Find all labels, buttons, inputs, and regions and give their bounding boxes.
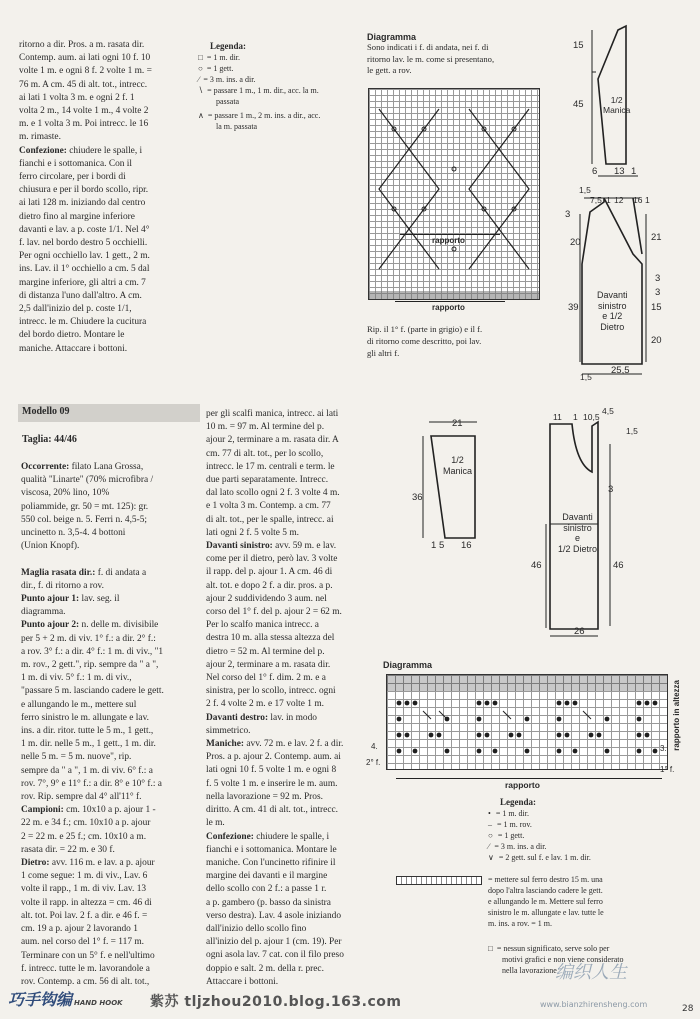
sleeve-schematic-2 [405, 418, 485, 548]
dim-label: 36 [412, 492, 423, 503]
dim-label: 12 [614, 195, 624, 205]
legend-item: = 3 m. ins. a dir. [203, 75, 256, 84]
body-label-2: Davanti sinistro e 1/2 Dietro [558, 512, 598, 554]
text-line: Dietro: avv. 116 m. e lav. a p. ajour [21, 858, 155, 869]
text-line: Confezione: chiudere le spalle, i [19, 145, 143, 156]
text-line: 22 m. e 34 f.; cm. 10x10 a p. ajour [21, 818, 151, 829]
text-line: e allungando le m., mettere sul [21, 699, 137, 710]
long-stitch-bar [396, 876, 482, 885]
dim-label: 46 [531, 560, 542, 571]
text-line: sinistra, per lo scollo, intrecc. ogni [206, 686, 336, 697]
text-line: "passare 5 m. lasciando cadere le gett. [21, 686, 164, 697]
text-line: rov. Rip. sempre dal 4° all'11° f. [21, 792, 142, 803]
rapporto-line-2 [395, 301, 505, 302]
text-line: ai lati 128 m. iniziando dal centro [19, 198, 146, 209]
dim-label: 5 [439, 540, 445, 551]
text-line: Punto ajour 2: n. delle m. divisibile [21, 620, 159, 631]
square-icon: □ [198, 53, 203, 62]
text-line: Attaccare i bottoni. [206, 976, 279, 987]
dim-label: 26 [574, 626, 585, 637]
text-line: fianchi e i sottomanica. Con il [19, 158, 132, 169]
text-line: dietro fino al margine inferiore [19, 211, 135, 222]
dim-label: 3 [655, 287, 661, 298]
text-line: Terminare con un 5° f. e nell'ultimo [21, 950, 155, 961]
text-line: Davanti sinistro: avv. 59 m. e lav. [206, 541, 337, 552]
dim-label: 46 [613, 560, 624, 571]
text-line: 2,5 dall'inizio del p. coste 1/1, [19, 304, 132, 315]
text-line: ritorno a dir. Pros. a m. rasata dir. [19, 40, 145, 50]
ajour-pattern [369, 89, 539, 299]
rapporto-line [400, 234, 500, 235]
dim-label: 15 [573, 40, 584, 51]
text-line: 2 f. 4 volte 2 m. e 17 volte 1 m. [206, 699, 324, 710]
text-line: margine dei davanti e il margine [206, 871, 328, 882]
circle-icon: ○ [198, 64, 203, 73]
text-line: Nel corso del 1° f. dim. 2 m. e a [206, 673, 326, 684]
text-line: (Union Knopf). [21, 541, 80, 552]
dim-label: 10,5 [583, 412, 600, 422]
dim-label: 3 [608, 484, 614, 495]
sleeve-label: 1/2 Manica [603, 95, 631, 115]
legend-item: = 1 gett. [206, 64, 234, 73]
text-line: Maglia rasata dir.: f. di andata a [21, 567, 147, 578]
text-line: diagramma. [21, 607, 66, 618]
legend-bottom [488, 797, 658, 863]
dim-label: 1 [431, 540, 437, 551]
text-line: simmetrico. [206, 725, 251, 736]
dim-label: 11 [553, 412, 562, 422]
text-line: corso del 1° f. del p. ajour 2 = 62 m. [206, 607, 342, 618]
text-line: rov. 7°, 9° e 11° f.: a dir. 8° e 10° f.: a [21, 778, 162, 789]
legend-title: Legenda: [500, 797, 536, 807]
stitch-grid-1 [368, 88, 540, 300]
text-line: rov. Contemp. a cm. 56 di alt. tot., [21, 976, 150, 987]
text-line: ajour 2, terminare a m. rasata dir. A [206, 435, 339, 446]
text-line: aum. nel corso del 1° f. = 117 m. [21, 937, 144, 948]
col1-bottom [21, 461, 199, 989]
text-line: dall'inizio dello scollo fino [206, 923, 307, 934]
text-line: ajour 2 suddividendo 3 aum. nel [206, 593, 327, 604]
text-line: del bordo dietro. Montare le [19, 330, 125, 341]
text-line: lati ogni 2 f. 5 volte 5 m. [206, 527, 299, 538]
text-line: Contemp. aum. ai lati ogni 10 f. 10 [19, 53, 151, 64]
text-line: margine inferiore, gli altri a cm. 7 [19, 277, 146, 288]
legend-item: = 1 m. rov. [497, 820, 532, 829]
text-line: m. rov., 2 gett.", rip. sempre da " a ", [21, 660, 159, 671]
row-label: 4. [371, 742, 378, 751]
logo-right: 编织人生 [555, 962, 627, 983]
text-line: dietro = 52 m. Al termine del p. [206, 646, 325, 657]
text-line: a p. gambero (p. basso da sinistra [206, 897, 331, 908]
size-label: Taglia: 44/46 [22, 434, 77, 445]
text-line: maniche. Attaccare i bottoni. [19, 343, 128, 354]
sleeve-label-2: 1/2 Manica [443, 455, 473, 476]
text-line: rasata dir. = 22 m. e 30 f. [21, 844, 115, 855]
text-line: e 1 volta 3 m. Contemp. a cm. 77 [206, 501, 331, 512]
legend-item: la m. passata [216, 122, 258, 131]
legend-item: passata [216, 97, 240, 106]
text-line: Punto ajour 1: lav. seg. il [21, 594, 120, 605]
text-line: dal lato scollo ogni 2 f. 3 volte 4 m. [206, 488, 340, 499]
text-line: a rov. 3° f.: a dir. 4° f.: 1 m. di viv., "1 [21, 646, 164, 657]
text-line: m. e 1 volta 3 m. Poi intrecc. le 16 [19, 119, 149, 130]
slash-icon: ⁄ [488, 842, 490, 851]
watermark-url: www.bianzhirensheng.com [540, 1000, 648, 1009]
text-line [21, 553, 199, 566]
legend-item: = 1 m. dir. [206, 53, 241, 62]
legend-item: = passare 1 m., 2 m. ins. a dir., acc. [207, 111, 321, 120]
circle-icon: ○ [488, 831, 493, 840]
vee-icon: ∨ [488, 853, 494, 862]
text-line: 2 = 22 m. e 25 f.; cm. 10x10 a m. [21, 831, 147, 842]
text-line: intrecc. le m. Chiudere la cucitura [19, 317, 147, 328]
text-line: Pros. a p. ajour 2. Contemp. aum. ai [206, 752, 341, 763]
stitch-grid-2 [386, 674, 668, 770]
legend-long: = mettere sul ferro destro 15 m. una dopo l'altra lasciando cadere le gett. e allungando le m. Mettere sul ferro sinistro le m. allungate e lav. tutte le m. ins. a rov. = 1 m. [488, 875, 604, 928]
dim-label: 1 [573, 412, 578, 422]
text-line: Maniche: avv. 72 m. e lav. 2 f. a dir. [206, 739, 344, 750]
text-line: due parti separatamente. Intrecc. [206, 475, 329, 486]
dim-label: 45 [573, 99, 584, 110]
text-line: 1 m. dir. nelle 5 m., 1 gett., 1 m. dir. [21, 739, 156, 750]
rapporto-label-3: rapporto [505, 780, 540, 790]
diagram-desc: Sono indicati i f. di andata, nei f. di ritorno lav. le m. come si presentano, le gett. a rov. [367, 42, 495, 75]
dim-label: 1 [631, 166, 637, 177]
legend-title: Legenda: [210, 41, 246, 51]
text-line: volte il rapp. in altezza = cm. 46 di [21, 897, 152, 908]
caret-icon: ∧ [198, 111, 204, 120]
dim-label: 39 [568, 302, 579, 313]
model-title: Modello 09 [22, 406, 70, 417]
text-line: dir., f. di ritorno a rov. [21, 580, 104, 591]
text-line: come per il dietro, però lav. 3 volte [206, 554, 338, 565]
text-line: volta 2 m., 14 volte 1 m., 4 volte 2 [19, 106, 149, 117]
text-line: il rapp. del p. ajour 1. A cm. 46 di [206, 567, 333, 578]
watermark-center: 紫苏 tljzhou2010.blog.163.com [150, 994, 402, 1010]
dim-label: 21 [452, 418, 463, 429]
text-line: nelle 5 m. = 5 m. nuove", rip. [21, 752, 132, 763]
text-line: ai lati 1 volta 3 m. e ogni 2 f. 1 [19, 92, 135, 103]
text-line: 1 m. di viv. 5° f.: 1 m. di viv., [21, 673, 132, 684]
text-line: maniche. Con l'uncinetto rifinire il [206, 857, 336, 868]
dim-label: 7,5 [590, 195, 602, 205]
dim-label: 1,5 [579, 185, 591, 195]
text-line: Confezione: chiudere le spalle, i [206, 831, 330, 842]
text-line: fianchi e i sottomanica. Montare le [206, 844, 337, 855]
diagram-title-2: Diagramma [383, 660, 433, 670]
col1-top [19, 39, 203, 356]
dim-label: 1,5 [626, 426, 638, 436]
text-line: nella lavorazione = 92 m. Pros. [206, 791, 323, 802]
text-line: per gli scalfi manica, intrecc. ai lati [206, 409, 339, 419]
dim-label: 1 [606, 195, 611, 205]
row-label: 3. [660, 744, 667, 753]
text-line: per 5 + 2 m. di viv. 1° f.: a dir. 2° f.: [21, 633, 156, 644]
text-line: Occorrente: filato Lana Grossa, [21, 462, 144, 472]
backslash-icon: ∖ [198, 86, 204, 95]
text-line: doppio e salt. 2 m. della r. prec. [206, 963, 324, 974]
text-line: uncinetto n. 3,5-4. 4 bottoni [21, 528, 126, 539]
text-line: alt. tot. e dopo 2 f. a dir. pros. a p. [206, 580, 333, 591]
page-number: 28 [682, 1004, 694, 1014]
legend-item: = 1 gett. [497, 831, 525, 840]
col2 [206, 408, 354, 989]
dim-label: 20 [651, 335, 662, 346]
text-line: sempre da " a ", 1 m. di viv. 6° f.: a [21, 765, 153, 776]
legend-item: = 3 m. ins. a dir. [494, 842, 547, 851]
dim-label: 6 [592, 166, 598, 177]
text-line: Per lo scalfo manica intrecc. a [206, 620, 319, 631]
text-line: qualità "Linarte" (70% microfibra / [21, 475, 154, 486]
text-line: lati ogni 10 f. 5 volte 1 m. e ogni 8 [206, 765, 337, 776]
dot-icon: • [488, 809, 491, 818]
text-line: di alt. tot., per le spalle, intrecc. ai [206, 514, 334, 525]
text-line: verso destra). Lav. 4 asole iniziando [206, 910, 342, 921]
dim-label: 3 [655, 273, 661, 284]
dim-label: 21 [651, 232, 662, 243]
text-line: davanti e lav. a p. coste 1/1. Nel 4° [19, 224, 150, 235]
slash-icon: ⁄ [198, 75, 200, 84]
text-line: ajour 2, terminare a m. rasata dir. [206, 659, 331, 670]
text-line: 1 come segue: 1 m. di viv., Lav. 6 [21, 871, 148, 882]
text-line: Davanti destro: lav. in modo [206, 712, 317, 723]
text-line: all'inizio del p. ajour 1 (cm. 19). Per [206, 937, 342, 948]
text-line: ferro circolare, per i bordi di [19, 172, 126, 183]
text-line: diritto. A cm. 41 di alt. tot., intrecc. [206, 805, 339, 816]
rapporto-vertical: rapporto in altezza [672, 680, 681, 751]
legend-none: □ = nessun significato, serve solo per motivi grafici e non viene considerato nella lavorazione [488, 944, 624, 975]
dim-label: 15 [651, 302, 662, 313]
empty-square-icon: □ [488, 944, 493, 953]
text-line: destra 10 m. alla stessa altezza del [206, 633, 335, 644]
text-line: dello scollo con 2 f.: a passe 1 r. [206, 884, 327, 895]
dim-label: 16 [461, 540, 472, 551]
legend-top [198, 41, 356, 132]
dim-label: 13 [614, 166, 625, 177]
text-line: poliammide, gr. 50 = mt. 125): gr. [21, 501, 149, 512]
diagram-1-note: Rip. il 1° f. (parte in grigio) e il f. di ritorno come descritto, poi lav. gli altri f. [367, 324, 483, 358]
text-line: Campioni: cm. 10x10 a p. ajour 1 - [21, 805, 156, 816]
text-line: f. intrecc. tutte le m. lavorandole a [21, 963, 150, 974]
text-line: alt. tot. Poi lav. 2 f. a dir. e 46 f. = [21, 910, 148, 921]
diagram-1 [367, 32, 557, 77]
text-line: ins. a dir. ritor. tutte le 5 m., 1 gett., [21, 726, 154, 737]
rapporto-label: rapporto [432, 236, 465, 245]
text-line: m. rimaste. [19, 132, 61, 143]
text-line: f. lav. nel bordo destro 5 occhielli. [19, 238, 148, 249]
text-line: ogni asola lav. 7 cat. con il filo preso [206, 950, 344, 961]
text-line: chiusura e per il bordo scollo, ripr. [19, 185, 149, 196]
text-line: 550 col. beige n. 5. Ferri n. 4,5-5; [21, 514, 148, 525]
dim-label: 20 [570, 237, 581, 248]
text-line: intrecc. le 17 m. centrali e term. le [206, 461, 335, 472]
dim-label: 25,5 [611, 365, 630, 376]
logo-left: 巧手钩编 HAND HOOK [8, 990, 123, 1009]
dim-label: 16 [633, 195, 643, 205]
text-line: le m. [206, 818, 225, 829]
dim-label: 4,5 [602, 406, 614, 416]
row-label: 1° f. [660, 765, 675, 774]
legend-item: = 2 gett. sul f. e lav. 1 m. dir. [498, 853, 591, 862]
rapporto-line-3 [396, 778, 662, 779]
dash-icon: – [488, 820, 492, 829]
dim-label: 1 [645, 195, 650, 205]
dot-pattern [387, 675, 667, 769]
text-line: 10 m. = 97 m. Al termine del p. [206, 422, 325, 433]
text-line: ferro sinistro le m. allungate e lav. [21, 712, 149, 723]
dim-label: 3 [565, 209, 571, 220]
body-schematic-1 [560, 184, 680, 384]
text-line: volte 1 m. e ogni 8 f. 2 volte 1 m. = [19, 66, 152, 77]
rapporto-label-2: rapporto [432, 303, 465, 312]
legend-item: = 1 m. dir. [495, 809, 529, 818]
text-line: 76 m. A cm. 45 di alt. tot., intrecc. [19, 79, 148, 90]
text-line: cm. 77 di alt. tot., per lo scollo, [206, 448, 324, 459]
text-line: volte il rapp., 1 m. di viv. Lav. 13 [21, 884, 147, 895]
row-label: 2° f. [366, 758, 381, 767]
text-line: Per ogni occhiello lav. 1 gett., 2 m. [19, 251, 150, 262]
body-label: Davanti sinistro e 1/2 Dietro [597, 290, 628, 332]
text-line: ins. Lav. il 1° occhiello a cm. 5 dal [19, 264, 150, 275]
text-line: viscosa, 20% lino, 10% [21, 488, 110, 499]
diagram-title: Diagramma [367, 32, 417, 42]
dim-label: 1,5 [580, 372, 592, 382]
legend-item: = passare 1 m., 1 m. dir., acc. la m. [207, 86, 319, 95]
text-line: di distanza l'uno dall'altro. A cm. [19, 290, 142, 301]
text-line: cm. 19 a p. ajour 2 lavorando 1 [21, 924, 138, 935]
text-line: f. 5 volte 1 m. e inserire le m. aum. [206, 778, 338, 789]
